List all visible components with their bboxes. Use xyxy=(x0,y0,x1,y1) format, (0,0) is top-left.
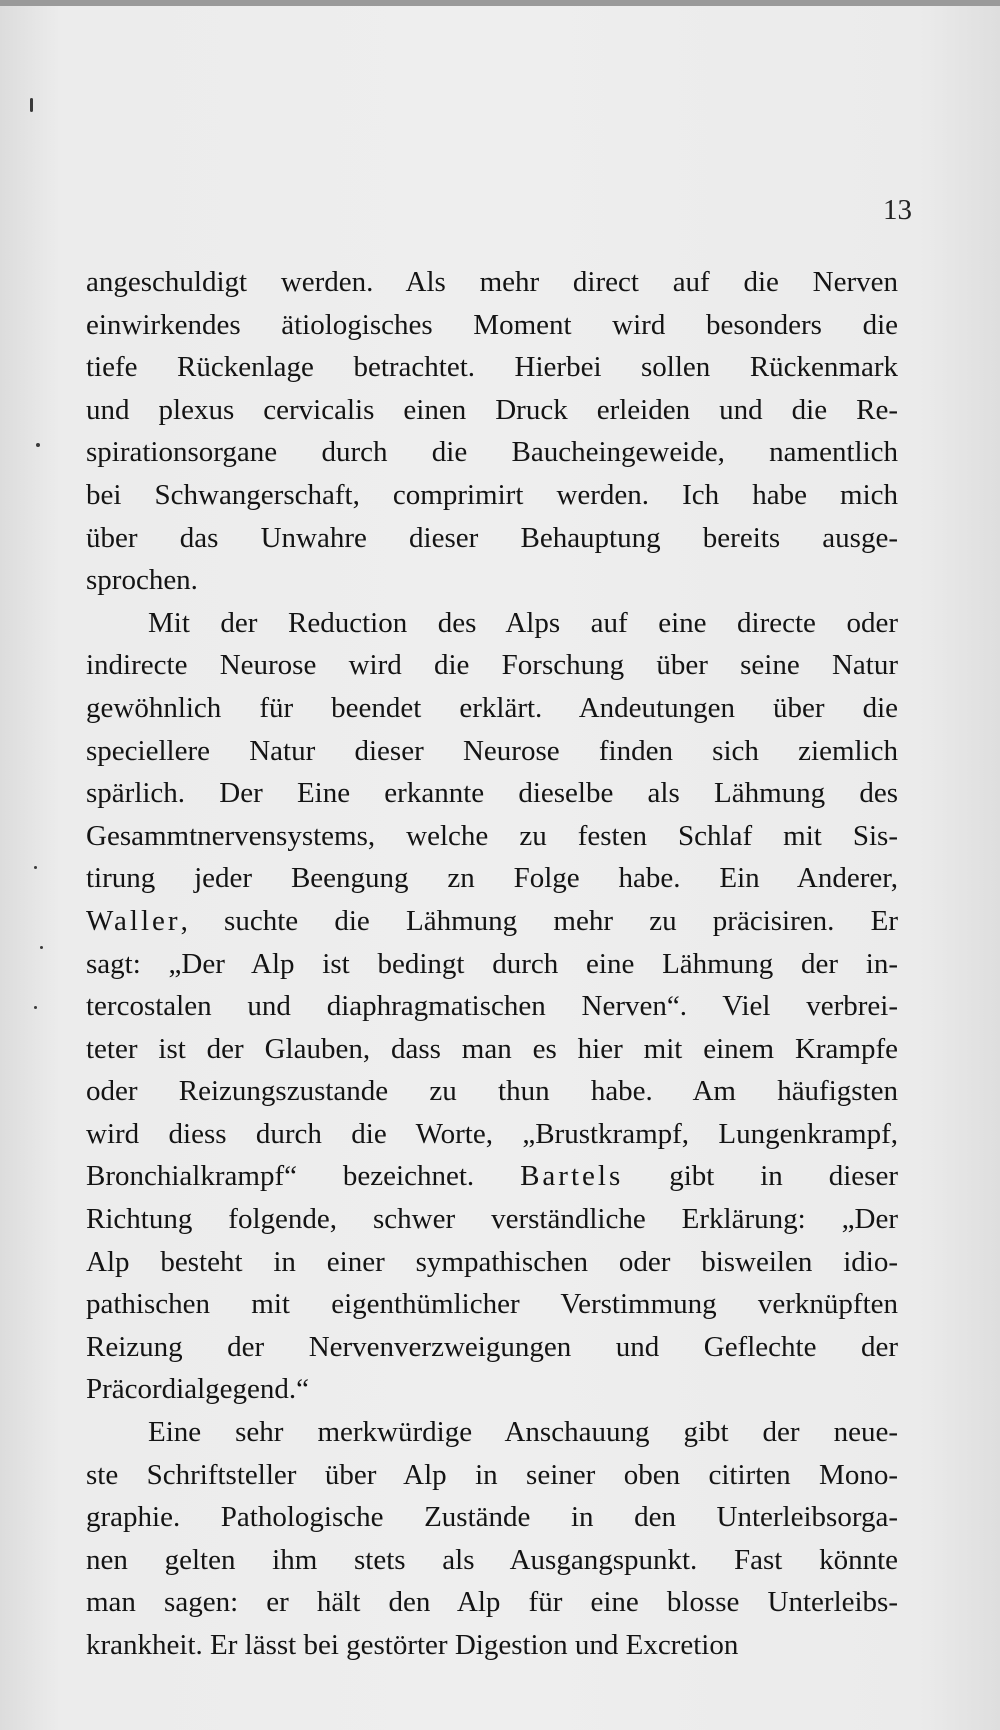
text-line: wird diess durch die Worte, „Brustkrampf, Lungenkrampf, xyxy=(86,1117,898,1150)
text-line: tirung jeder Beengung zn Folge habe. Ein Anderer, xyxy=(86,862,898,895)
paragraph xyxy=(86,1411,898,1667)
text-line: angeschuldigt werden. Als mehr direct auf die Nerven xyxy=(86,266,898,298)
text-line: teter ist der Glauben, dass man es hier mit einem Krampfe xyxy=(86,1032,898,1065)
text-line: einwirkendes ätiologisches Moment wird besonders die xyxy=(86,308,898,341)
paragraph xyxy=(86,602,898,1411)
text-line: Eine sehr merkwürdige Anschauung gibt der neue- xyxy=(148,1416,898,1449)
ink-speck xyxy=(34,1006,37,1009)
text-line: nen gelten ihm stets als Ausgangspunkt. Fast könnte xyxy=(86,1543,898,1576)
text-line: gewöhnlich für beendet erklärt. Andeutungen über die xyxy=(86,691,898,724)
text-line: Alp besteht in einer sympathischen oder bisweilen idio- xyxy=(86,1245,898,1278)
text-line: tercostalen und diaphragmatischen Nerven“. Viel verbrei- xyxy=(86,990,898,1023)
text-line: indirecte Neurose wird die Forschung über seine Natur xyxy=(86,649,898,682)
ink-speck xyxy=(36,443,40,447)
text-line: tiefe Rückenlage betrachtet. Hierbei sollen Rückenmark xyxy=(86,351,898,384)
ink-speck xyxy=(40,946,43,949)
text-line: man sagen: er hält den Alp für eine blosse Unterleibs- xyxy=(86,1586,898,1619)
text-line: Richtung folgende, schwer verständliche Erklärung: „Der xyxy=(86,1203,898,1236)
ink-speck xyxy=(34,866,37,869)
text-line: speciellere Natur dieser Neurose finden sich ziemlich xyxy=(86,734,898,767)
text-line: und plexus cervicalis einen Druck erleiden und die Re- xyxy=(86,393,898,426)
text-line: über das Unwahre dieser Behauptung bereits ausge- xyxy=(86,521,898,554)
spaced-name: Waller xyxy=(86,904,181,937)
text-line: graphie. Pathologische Zustände in den Unterleibsorga- xyxy=(86,1501,898,1534)
text-line: Präcordialgegend.“ xyxy=(86,1373,310,1406)
text-line: sprochen. xyxy=(86,564,198,597)
body-text xyxy=(86,261,898,1667)
text-line: Reizung der Nervenverzweigungen und Geflechte der xyxy=(86,1330,898,1363)
text-line: krankheit. Er lässt bei gestörter Digestion und Excretion xyxy=(86,1629,739,1661)
text-line: Waller, suchte die Lähmung mehr zu präcisiren. Er xyxy=(86,904,898,937)
ink-speck xyxy=(30,98,33,112)
spaced-name: Bartels xyxy=(520,1160,624,1193)
text-line: Gesammtnervensystems, welche zu festen Schlaf mit Sis- xyxy=(86,819,898,852)
page-number: 13 xyxy=(883,194,912,226)
text-line: spärlich. Der Eine erkannte dieselbe als Lähmung des xyxy=(86,777,898,810)
text-line: Bronchialkrampf“ bezeichnet. Bartels gibt in dieser xyxy=(86,1160,898,1193)
text-line: oder Reizungszustande zu thun habe. Am häufigsten xyxy=(86,1075,898,1108)
text-line: spirationsorgane durch die Baucheingeweide, namentlich xyxy=(86,436,898,469)
text-line: bei Schwangerschaft, comprimirt werden. Ich habe mich xyxy=(86,478,898,511)
text-line: sagt: „Der Alp ist bedingt durch eine Lähmung der in- xyxy=(86,947,898,980)
text-line: Mit der Reduction des Alps auf eine directe oder xyxy=(148,606,898,639)
text-line: ste Schriftsteller über Alp in seiner oben citirten Mono- xyxy=(86,1458,898,1491)
paragraph xyxy=(86,261,898,602)
text-line: pathischen mit eigenthümlicher Verstimmung verknüpften xyxy=(86,1288,898,1321)
